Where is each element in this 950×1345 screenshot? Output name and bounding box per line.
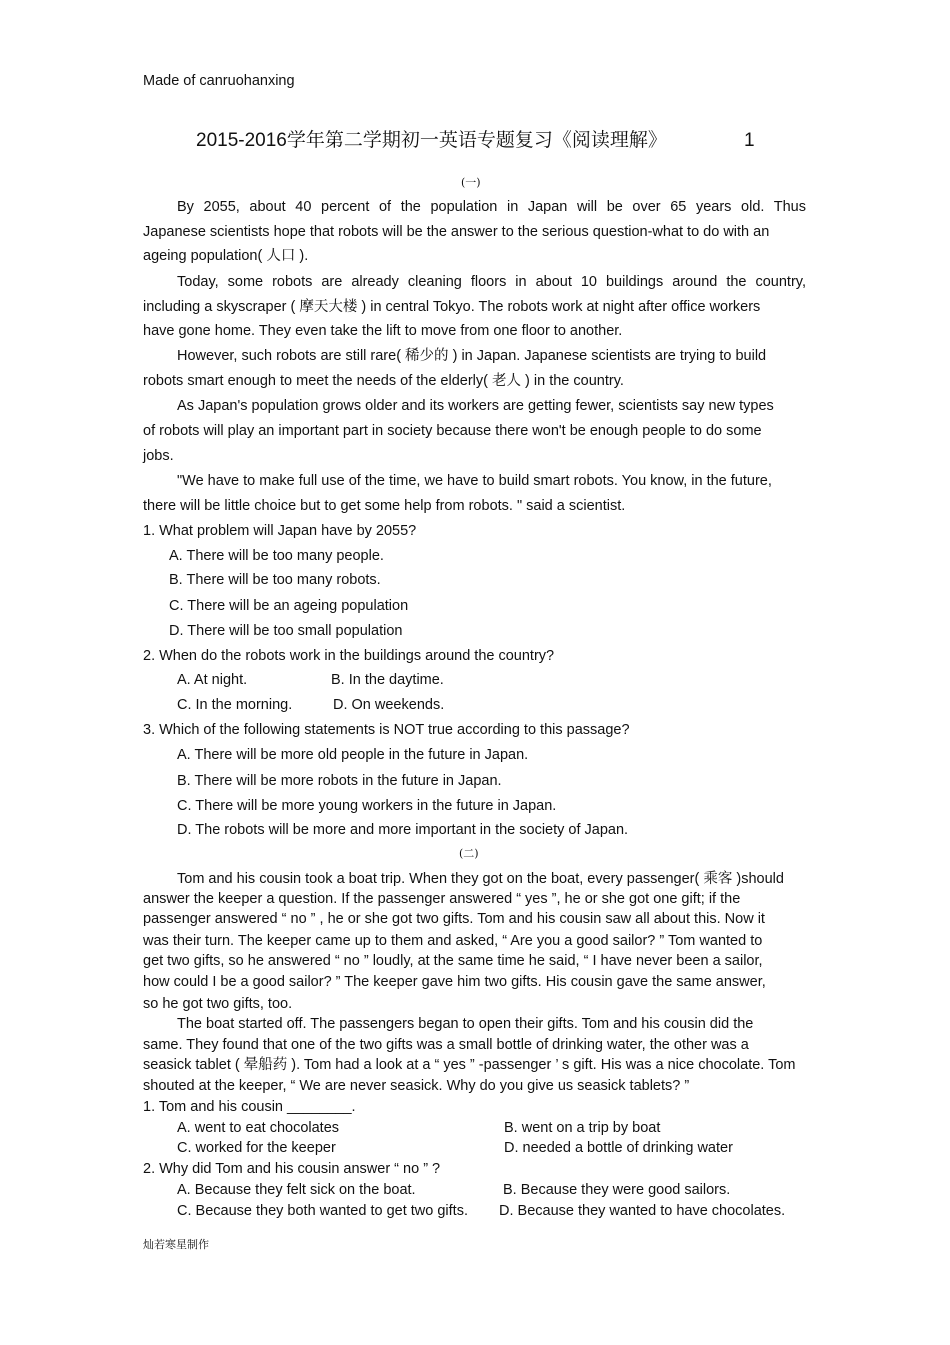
passage1-p5-line2: there will be little choice but to get some help from robots. " said a scientist. — [143, 498, 626, 514]
q5-option-a: A. Because they felt sick on the boat. — [177, 1182, 416, 1198]
passage2-p1-line3: passenger answered “ no ” , he or she got two gifts. Tom and his cousin saw all about this. Now it — [143, 911, 765, 927]
passage2-p2-line3: seasick tablet ( 晕船药 ). Tom had a look at a “ yes ” -passenger ’ s gift. His was a nice chocolate. Tom — [143, 1057, 796, 1073]
q2-option-b: B. In the daytime. — [331, 672, 444, 688]
passage2-p1-line7: so he got two gifts, too. — [143, 996, 293, 1012]
passage1-p3-line1: However, such robots are still rare( 稀少的 ) in Japan. Japanese scientists are trying to build — [177, 348, 767, 364]
passage1-p1-line1: By 2055, about 40 percent of the population in Japan will be over 65 years old. Thus — [177, 199, 806, 215]
q1-question: 1. What problem will Japan have by 2055? — [143, 523, 417, 539]
q5-option-d: D. Because they wanted to have chocolates. — [499, 1203, 786, 1219]
q5-question: 2. Why did Tom and his cousin answer “ no ” ? — [143, 1161, 441, 1177]
page-footer: 灿若寒星制作 — [143, 1238, 209, 1251]
passage1-p4-line3: jobs. — [143, 448, 174, 464]
passage1-p2-line2: including a skyscraper ( 摩天大楼 ) in central Tokyo. The robots work at night after office workers — [143, 299, 761, 315]
q4-question: 1. Tom and his cousin ________. — [143, 1099, 356, 1115]
passage2-p2-line1: The boat started off. The passengers began to open their gifts. Tom and his cousin did the — [177, 1016, 754, 1032]
q1-option-d: D. There will be too small population — [169, 623, 403, 639]
q1-option-b: B. There will be too many robots. — [169, 572, 381, 588]
section-1-label: (一) — [461, 176, 481, 189]
q3-option-d: D. The robots will be more and more important in the society of Japan. — [177, 822, 629, 838]
q2-option-c: C. In the morning. — [177, 697, 293, 713]
passage1-p1-line2: Japanese scientists hope that robots will be the answer to the serious question-what to do with an — [143, 224, 770, 240]
q1-option-c: C. There will be an ageing population — [169, 598, 409, 614]
q4-option-a: A. went to eat chocolates — [177, 1120, 340, 1136]
passage2-p1-line4: was their turn. The keeper came up to them and asked, “ Are you a good sailor? ” Tom wanted to — [143, 933, 763, 949]
q3-option-b: B. There will be more robots in the future in Japan. — [177, 773, 502, 789]
q1-option-a: A. There will be too many people. — [169, 548, 384, 564]
passage1-p3-line2: robots smart enough to meet the needs of the elderly( 老人 ) in the country. — [143, 373, 624, 389]
passage2-p2-line2: same. They found that one of the two gifts was a small bottle of drinking water, the other was a — [143, 1037, 749, 1053]
passage1-p4-line1: As Japan's population grows older and its workers are getting fewer, scientists say new types — [177, 398, 774, 414]
q4-option-d: D. needed a bottle of drinking water — [504, 1140, 733, 1156]
passage1-p4-line2: of robots will play an important part in society because there won't be enough people to do some — [143, 423, 762, 439]
q3-option-c: C. There will be more young workers in the future in Japan. — [177, 798, 557, 814]
q2-option-a: A. At night. — [177, 672, 248, 688]
section-2-label: (二) — [459, 847, 479, 860]
passage1-p2-line3: have gone home. They even take the lift to move from one floor to another. — [143, 323, 623, 339]
passage2-p2-line4: shouted at the keeper, “ We are never seasick. Why do you give us seasick tablets? ” — [143, 1078, 690, 1094]
passage2-p1-line1: Tom and his cousin took a boat trip. When they got on the boat, every passenger( 乘客 )should — [177, 871, 784, 887]
document-title: 2015-2016学年第二学期初一英语专题复习《阅读理解》 — [196, 130, 667, 151]
passage2-p1-line2: answer the keeper a question. If the passenger answered “ yes ”, he or she got one gift; if the — [143, 891, 741, 907]
passage2-p1-line5: get two gifts, so he answered “ no ” loudly, at the same time he said, “ I have never been a sailor, — [143, 953, 763, 969]
q4-option-c: C. worked for the keeper — [177, 1140, 336, 1156]
q4-option-b: B. went on a trip by boat — [504, 1120, 661, 1136]
q2-option-d: D. On weekends. — [333, 697, 445, 713]
passage1-p2-line1: Today, some robots are already cleaning floors in about 10 buildings around the country, — [177, 274, 806, 290]
page-header: Made of canruohanxing — [143, 73, 295, 89]
document-title-number: 1 — [744, 130, 755, 151]
q5-option-b: B. Because they were good sailors. — [503, 1182, 731, 1198]
q3-option-a: A. There will be more old people in the future in Japan. — [177, 747, 529, 763]
passage2-p1-line6: how could I be a good sailor? ” The keeper gave him two gifts. His cousin gave the same answer, — [143, 974, 766, 990]
q2-question: 2. When do the robots work in the buildings around the country? — [143, 648, 555, 664]
q3-question: 3. Which of the following statements is NOT true according to this passage? — [143, 722, 630, 738]
passage1-p5-line1: "We have to make full use of the time, we have to build smart robots. You know, in the future, — [177, 473, 772, 489]
passage1-p1-line3: ageing population( 人口 ). — [143, 248, 309, 264]
q5-option-c: C. Because they both wanted to get two gifts. — [177, 1203, 468, 1219]
